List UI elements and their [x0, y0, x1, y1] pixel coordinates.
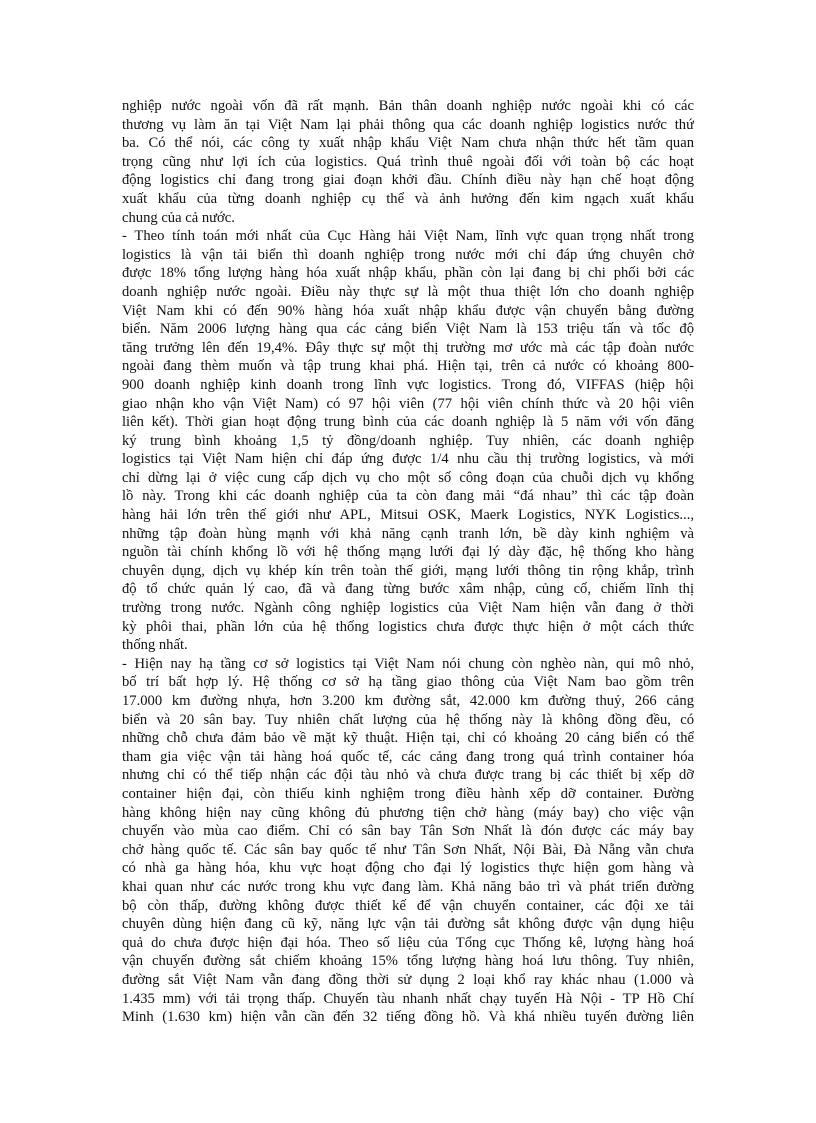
text-line: container hiện đại, còn thiếu kinh nghiệm trong điều hành xếp dỡ container. Đường	[122, 785, 694, 802]
text-line: logistics tại Việt Nam hiện chỉ đáp ứng được 1/4 nhu cầu thị trường logistics, và mới	[122, 451, 694, 468]
text-line: có nhà ga hàng hóa, khu vực hoạt động cho đại lý logistics thực hiện gom hàng và	[122, 860, 694, 877]
text-line: chở hàng quốc tế. Các sân bay quốc tế như Tân Sơn Nhất, Nội Bài, Đà Nẵng vẫn chưa	[122, 841, 694, 858]
text-line: quả do chưa được hiện đại hóa. Theo số liệu của Tổng cục Thống kê, lượng hàng hoá	[122, 934, 694, 951]
text-line: biển và 20 sân bay. Tuy nhiên chất lượng của hệ thống này là không đồng đều, có	[122, 711, 694, 728]
text-line: chỉ dừng lại ở việc cung cấp dịch vụ cho một số công đoạn của chuỗi dịch vụ khổng	[122, 469, 694, 486]
text-line: được 18% tổng lượng hàng hóa xuất nhập khẩu, phần còn lại đang bị chi phối bởi các	[122, 265, 694, 282]
text-line: chung của cả nước.	[122, 209, 235, 226]
text-line: lồ này. Trong khi các doanh nghiệp của ta còn đang mải “đá nhau” thì các tập đoàn	[122, 488, 694, 505]
text-line: nguồn tài chính khổng lồ với hệ thống mạng lưới đại lý dày đặc, hệ thống kho hàng	[122, 544, 694, 561]
text-line: chuyên dụng, dịch vụ khép kín trên toàn thế giới, mạng lưới thông tin rộng khắp, trình	[122, 562, 694, 579]
text-line: liên kết). Thời gian hoạt động trung bình của các doanh nghiệp là 5 năm với vốn đăng	[122, 414, 694, 431]
text-line: - Hiện nay hạ tầng cơ sở logistics tại Việt Nam nói chung còn nghèo nàn, qui mô nhỏ,	[122, 655, 694, 672]
text-line: vận chuyển đường sắt chiếm khoảng 15% tổng lượng hàng hoá lưu thông. Tuy nhiên,	[122, 953, 694, 970]
text-line: động logistics chỉ đang trong giai đoạn khởi đầu. Chính điều này hạn chế hoạt động	[122, 172, 694, 189]
text-line: ký trung bình khoảng 1,5 tỷ đồng/doanh nghiệp. Tuy nhiên, các doanh nghiệp	[122, 432, 694, 449]
text-line: logistics là vận tải biển thì doanh nghiệp trong nước mới chỉ đáp ứng chuyên chở	[122, 246, 694, 263]
text-line: 900 doanh nghiệp kinh doanh trong lĩnh vực logistics. Trong đó, VIFFAS (hiệp hội	[122, 376, 694, 393]
text-line: đường sắt Việt Nam vẫn đang đồng thời sử dụng 2 loại khổ ray khác nhau (1.000 và	[122, 971, 694, 988]
text-line: doanh nghiệp nước ngoài. Điều này thực sự là một thua thiệt lớn cho doanh nghiệp	[122, 283, 694, 300]
text-line: bộ còn thấp, đường không được thiết kế để vận chuyển container, các đội xe tải	[122, 897, 694, 914]
text-line: tăng trưởng lên đến 19,4%. Đây thực sự một thị trường mơ ước mà các tập đoàn nước	[122, 339, 694, 356]
text-line: trọng cũng như lợi ích của logistics. Quá trình thuê ngoài đối với toàn bộ các hoạt	[122, 153, 694, 170]
text-line: Việt Nam khi có đến 90% hàng hóa xuất nhập khẩu được vận chuyển bằng đường	[122, 302, 694, 319]
text-line: biển. Năm 2006 lượng hàng qua các cảng biển Việt Nam là 153 triệu tấn và tốc độ	[122, 321, 694, 338]
text-line: giao nhận kho vận Việt Nam) có 97 hội viên (77 hội viên chính thức và 20 hội viên	[122, 395, 694, 412]
text-line: - Theo tính toán mới nhất của Cục Hàng hải Việt Nam, lĩnh vực quan trọng nhất trong	[122, 228, 694, 245]
document-body	[122, 97, 694, 1027]
text-line: 1.435 mm) với tải trọng thấp. Chuyến tàu nhanh nhất chạy tuyến Hà Nội - TP Hồ Chí	[122, 990, 694, 1007]
text-line: khai quan như các nước trong khu vực đang làm. Khả năng bảo trì và phát triển đường	[122, 878, 694, 895]
text-line: tham gia việc vận tải hàng hoá quốc tế, các cảng đang trong quá trình container hóa	[122, 748, 694, 765]
text-line: những chỗ chưa đảm bảo về mặt kỹ thuật. Hiện tại, chỉ có khoảng 20 cảng biển có thể	[122, 730, 694, 747]
text-line: nghiệp nước ngoài vốn đã rất mạnh. Bản thân doanh nghiệp nước ngoài khi có các	[122, 98, 694, 114]
text-line: hàng không hiện nay cũng không đủ phương tiện chở hàng (máy bay) cho việc vận	[122, 804, 694, 821]
text-line: nhưng chỉ có thể tiếp nhận các đội tàu nhỏ và chưa được trang bị các thiết bị xếp dỡ	[122, 767, 694, 784]
text-line: 17.000 km đường nhựa, hơn 3.200 km đường sắt, 42.000 km đường thuỷ, 266 cảng	[122, 693, 694, 709]
text-line: chuyên dùng hiện đang cũ kỹ, năng lực vận tải đường sắt không được vận dụng hiệu	[122, 916, 694, 933]
text-line: thương vụ làm ăn tại Việt Nam lại phải thông qua các doanh nghiệp logistics nước thứ	[122, 116, 694, 133]
text-line: ngoài đang thèm muốn và tập trung khai phá. Hiện tại, trên cả nước có khoảng 800-	[122, 358, 694, 375]
text-line: trường trong nước. Ngành công nghiệp logistics của Việt Nam hiện vẫn đang ở thời	[122, 600, 694, 617]
text-line: bố trí bất hợp lý. Hệ thống cơ sở hạ tầng giao thông của Việt Nam bao gồm trên	[122, 674, 694, 691]
text-line: Minh (1.630 km) hiện vẫn cần đến 32 tiếng đồng hồ. Và khá nhiều tuyến đường liên	[122, 1009, 694, 1026]
text-line: ba. Có thể nói, các công ty xuất nhập khẩu Việt Nam chưa nhận thức hết tầm quan	[122, 135, 694, 152]
text-line: độ tổ chức quản lý cao, đã và đang từng bước xâm nhập, củng cố, chiếm lĩnh thị	[122, 581, 694, 598]
text-line: kỳ phôi thai, phần lớn của hệ thống logistics chưa được thực hiện ở một cách thức	[122, 618, 694, 635]
text-line: những tập đoàn hùng mạnh với khả năng cạnh tranh lớn, bề dày kinh nghiệm và	[122, 525, 694, 542]
text-line: thống nhất.	[122, 637, 188, 654]
text-line: xuất khẩu của từng doanh nghiệp cụ thể và ảnh hưởng đến kim ngạch xuất khẩu	[122, 190, 694, 207]
text-line: chuyển vào mùa cao điểm. Chỉ có sân bay Tân Sơn Nhất là đón được các máy bay	[122, 823, 694, 840]
text-line: hàng hải lớn trên thế giới như APL, Mitsui OSK, Maerk Logistics, NYK Logistics...,	[122, 507, 694, 524]
